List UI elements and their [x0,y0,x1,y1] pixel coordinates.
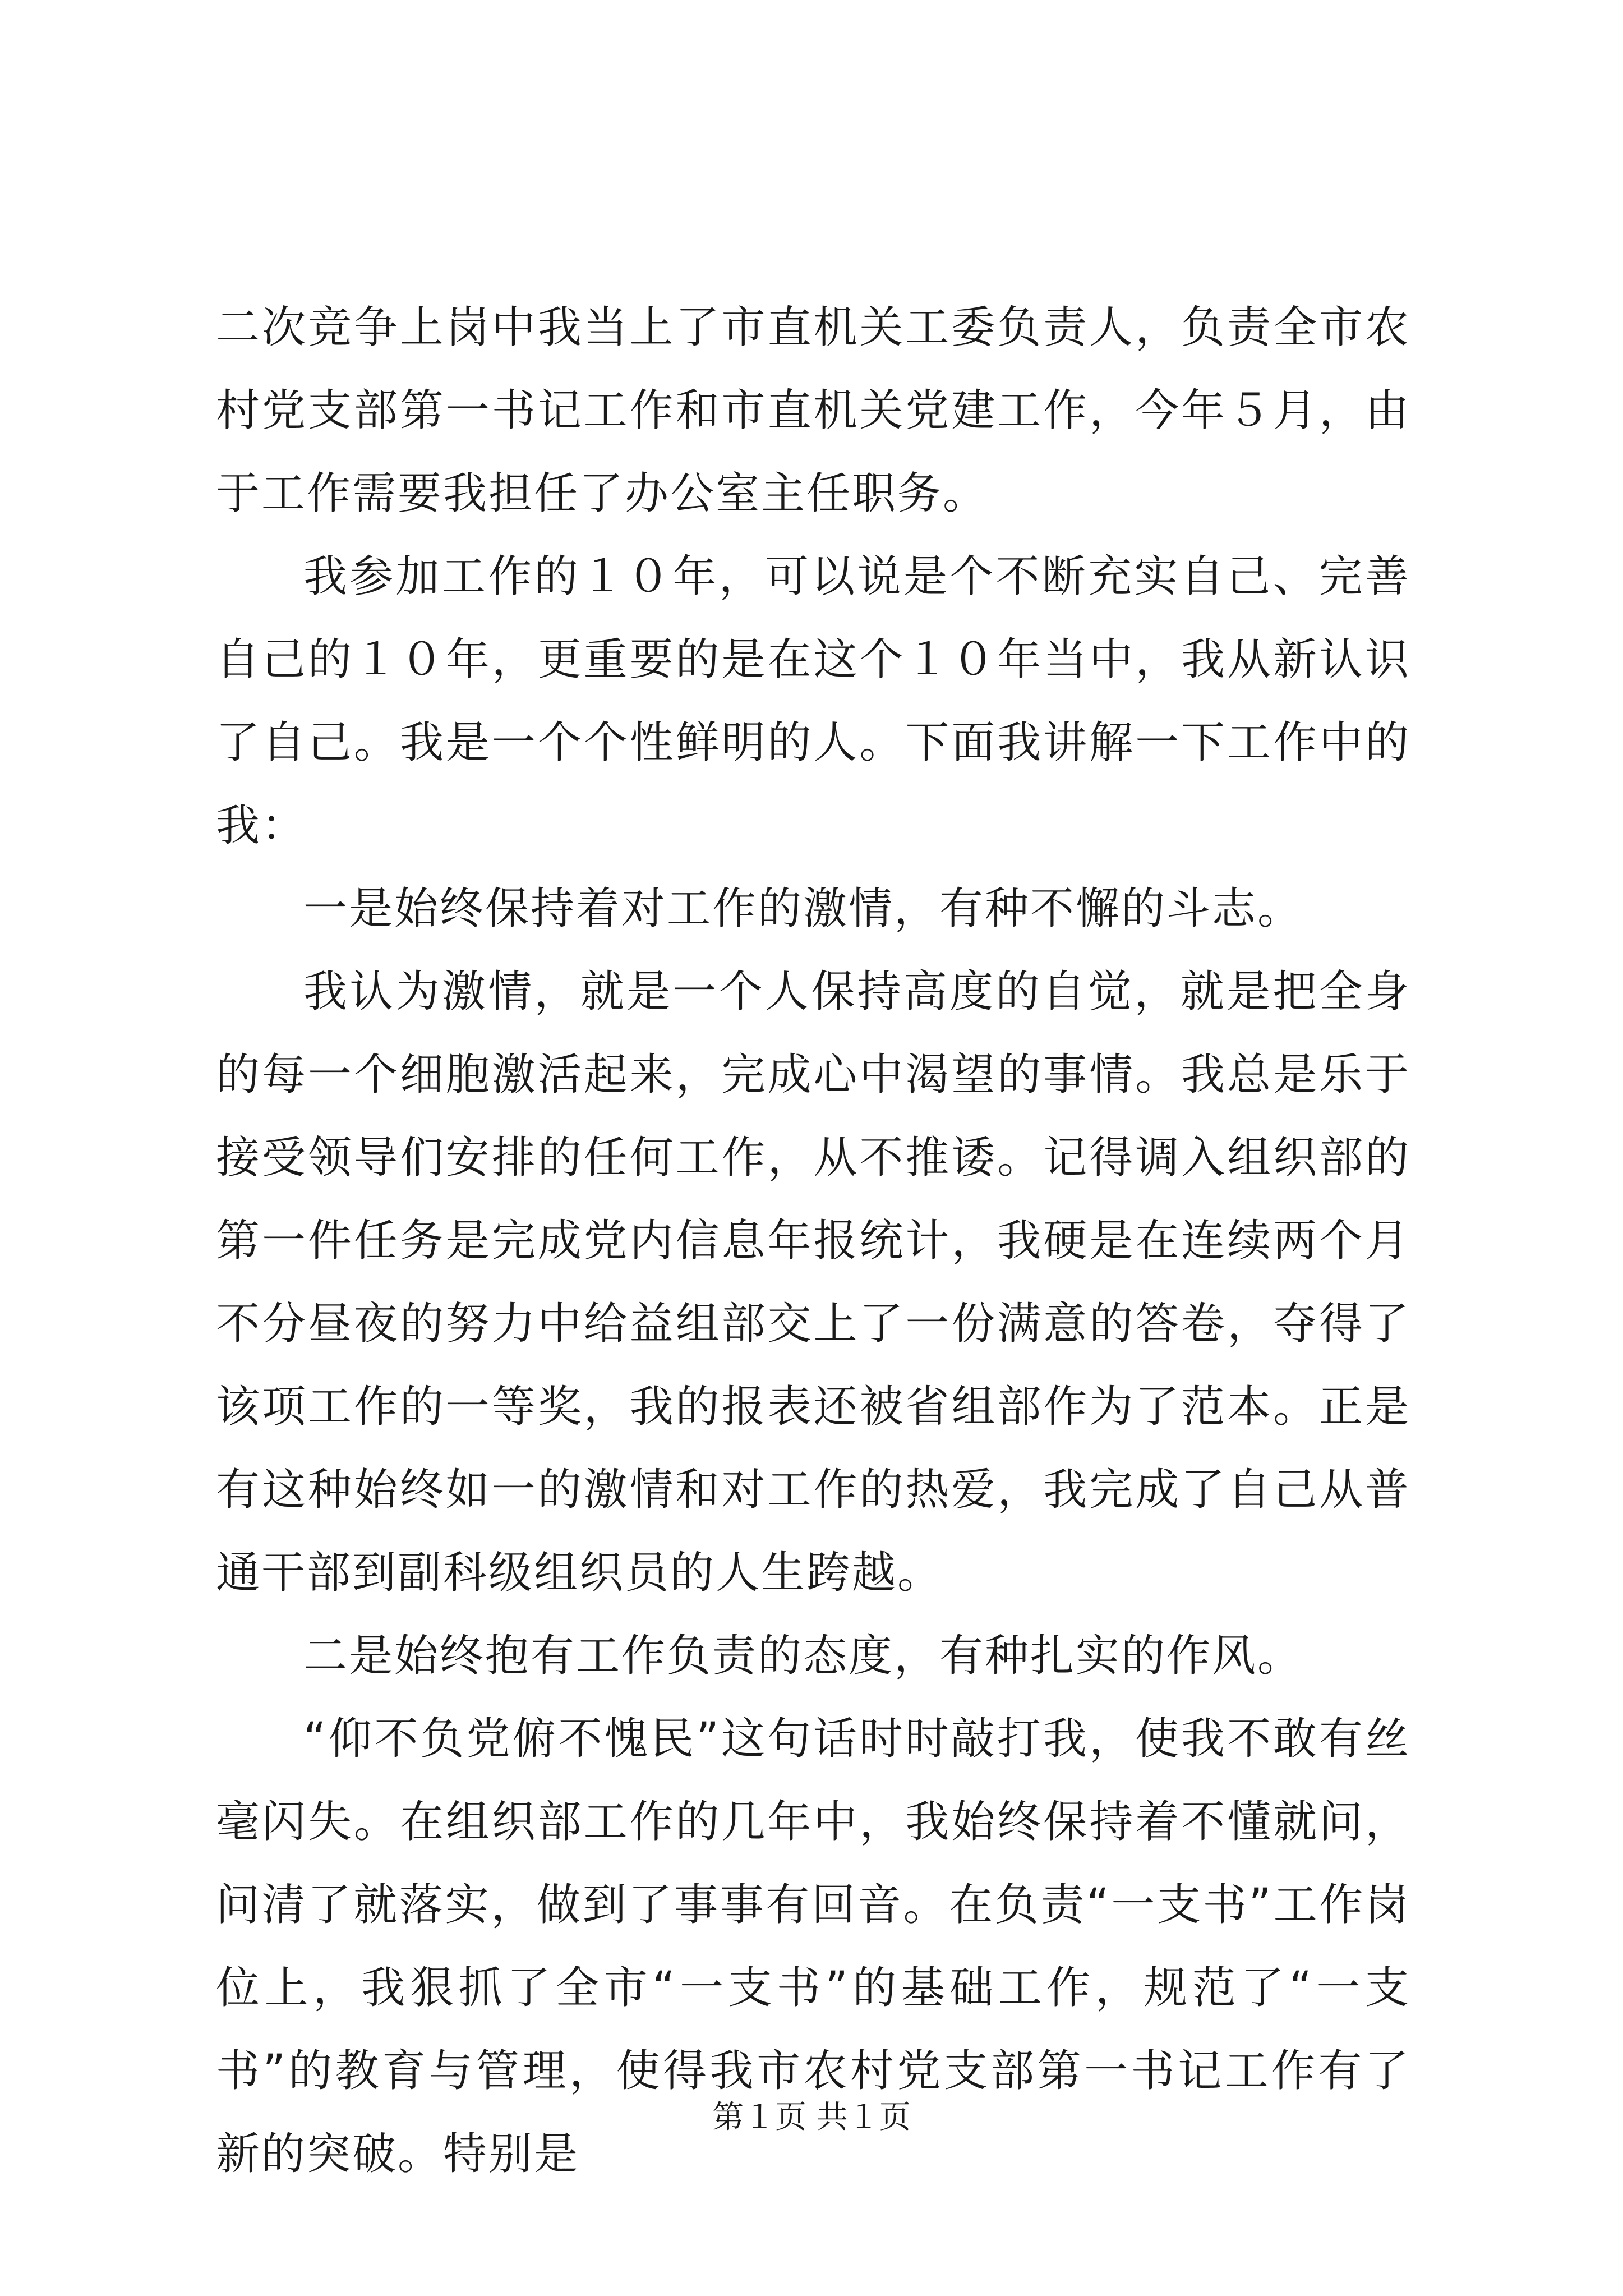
page-footer: 第１页 共１页 [712,2099,911,2136]
document-body [216,286,1410,2196]
paragraph-3-heading: 一是始终保持着对工作的激情，有种不懈的斗志。 [303,884,1303,934]
paragraph-6: “仰不负党俯不愧民”这句话时时敲打我，使我不敢有丝毫闪失。在组织部工作的几年中，我始终保持着不懂就问，问清了就落实，做到了事事有回音。在负责“一支书”工作岗位上，我狠抓了全市“一支书”的基础工作，规范了“一支书”的教育与管理，使得我市农村党支部第一书记工作有了新的突破。特别是 [216,1714,1410,2179]
paragraph-1: 二次竞争上岗中我当上了市直机关工委负责人，负责全市农村党支部第一书记工作和市直机关党建工作，今年５月，由于工作需要我担任了办公室主任职务。 [216,302,1410,519]
paragraph-4: 我认为激情，就是一个人保持高度的自觉，就是把全身的每一个细胞激活起来，完成心中渴望的事情。我总是乐于接受领导们安排的任何工作，从不推诿。记得调入组织部的第一件任务是完成党内信息年报统计，我硬是在连续两个月不分昼夜的努力中给益组部交上了一份满意的答卷，夺得了该项工作的一等奖，我的报表还被省组部作为了范本。正是有这种始终如一的激情和对工作的热爱，我完成了自己从普通干部到副科级组织员的人生跨越。 [216,967,1410,1598]
paragraph-5-heading: 二是始终抱有工作负责的态度，有种扎实的作风。 [303,1631,1303,1681]
paragraph-2: 我参加工作的１０年，可以说是个不断充实自己、完善自己的１０年，更重要的是在这个１０年当中，我从新认识了自己。我是一个个性鲜明的人。下面我讲解一下工作中的我： [216,551,1410,851]
